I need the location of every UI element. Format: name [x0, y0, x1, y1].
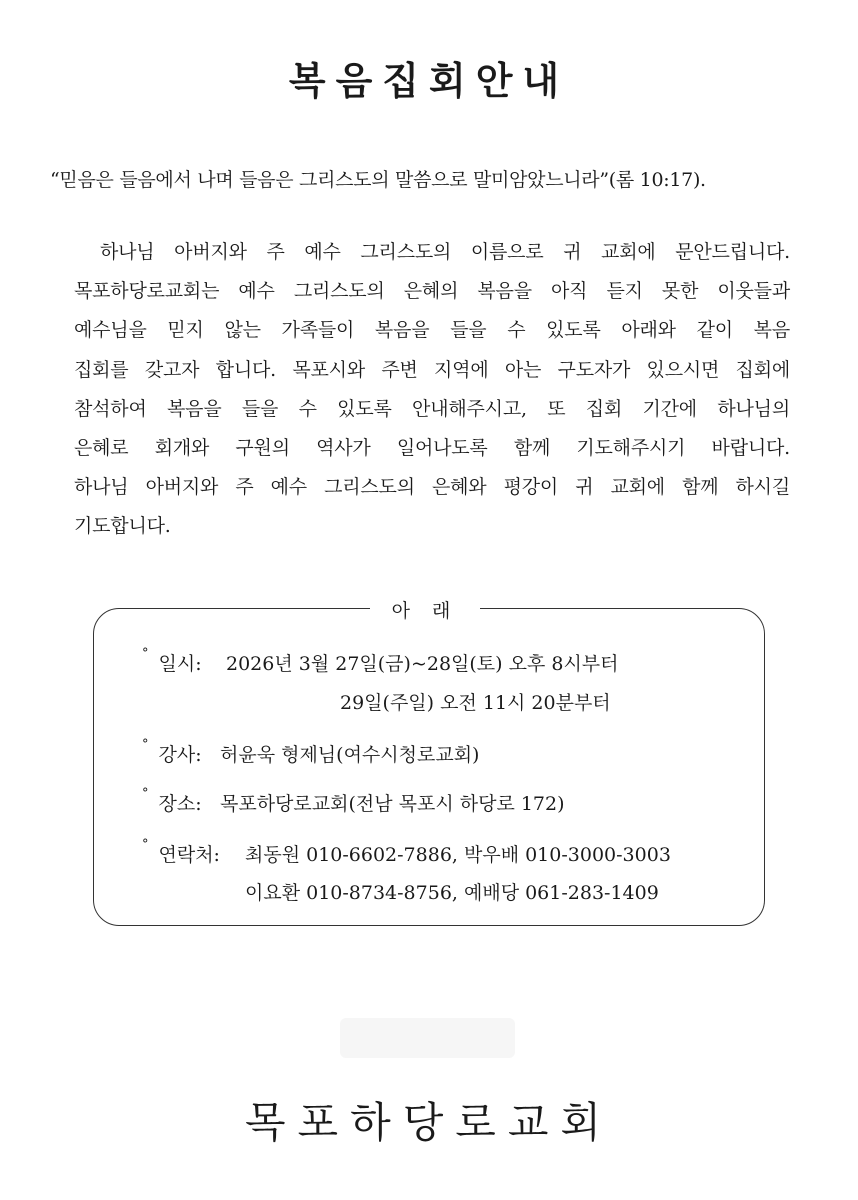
schedule-label: 일시:: [158, 653, 202, 675]
contact-label: 연락처:: [158, 844, 220, 866]
paragraph-line: 참석하여 복음을 들을 수 있도록 안내해주시고, 또 집회 기간에 하나님의: [74, 397, 790, 420]
paragraph-line: 목포하당로교회는 예수 그리스도의 은혜의 복음을 아직 듣지 못한 이웃들과: [74, 280, 790, 303]
place-value: 목포하당로교회(전남 목포시 하당로 172): [220, 793, 565, 815]
paragraph-line: 하나님 아버지와 주 예수 그리스도의 은혜와 평강이 귀 교회에 함께 하시길: [74, 476, 790, 499]
schedule-line-2: 29일(주일) 오전 11시 20분부터: [340, 692, 611, 714]
invitation-paragraph: [74, 233, 790, 547]
schedule-line-1: 2026년 3월 27일(금)~28일(토) 오후 8시부터: [226, 653, 619, 675]
paragraph-line: 예수님을 믿지 않는 가족들이 복음을 들을 수 있도록 아래와 같이 복음: [74, 319, 790, 342]
scripture-quote: “믿음은 들음에서 나며 들음은 그리스도의 말씀으로 말미암았느니라”(롬 10:17).: [50, 169, 706, 191]
paragraph-line: 하나님 아버지와 주 예수 그리스도의 이름으로 귀 교회에 문안드립니다.: [100, 241, 790, 263]
bullet-icon: °: [142, 837, 149, 852]
speaker-item: [142, 737, 202, 767]
contact-line-1: 최동원 010-6602-7886, 박우배 010-3000-3003: [245, 844, 671, 866]
contact-line-2: 이요환 010-8734-8756, 예배당 061-283-1409: [245, 882, 659, 904]
bullet-icon: °: [142, 646, 149, 661]
speaker-label: 강사:: [158, 744, 202, 766]
church-name-footer: 목포하당로교회: [244, 1098, 613, 1147]
paragraph-line: 집회를 갖고자 합니다. 목포시와 주변 지역에 아는 구도자가 있으시면 집회에: [74, 358, 790, 381]
contact-item: [142, 837, 220, 867]
place-label: 장소:: [158, 793, 202, 815]
place-item: [142, 786, 202, 816]
faded-mark: [340, 1018, 515, 1058]
speaker-value: 허윤욱 형제님(여수시청로교회): [220, 744, 480, 766]
paragraph-line: 은혜로 회개와 구원의 역사가 일어나도록 함께 기도해주시기 바랍니다.: [74, 437, 790, 460]
bullet-icon: °: [142, 786, 149, 801]
paragraph-line: 기도합니다.: [74, 515, 171, 538]
page-title: 복음집회안내: [288, 58, 570, 103]
schedule-item: [142, 646, 202, 676]
bullet-icon: °: [142, 737, 149, 752]
notice-box-label: 아 래: [370, 596, 480, 623]
